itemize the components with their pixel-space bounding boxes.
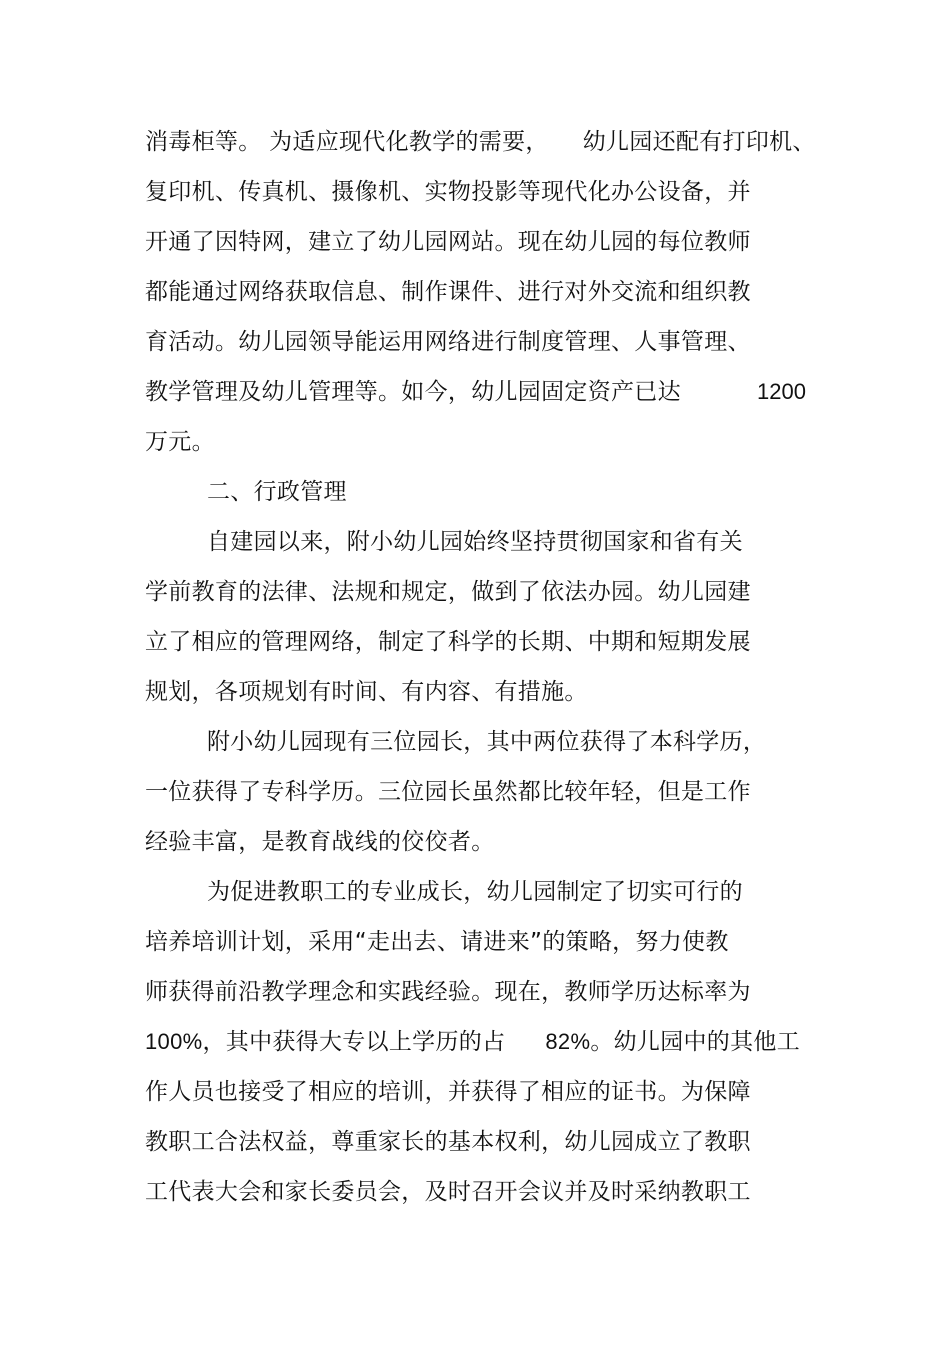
paragraph-line: 复印机、传真机、摄像机、实物投影等现代化办公设备，并	[145, 179, 751, 205]
text-segment: 消毒柜等。 为适应现代化教学的需要，	[145, 129, 549, 155]
paragraph-line: 教学管理及幼儿管理等。如今，幼儿园固定资产已达	[145, 379, 681, 405]
number-value: 1200	[757, 379, 806, 404]
paragraph-line: 自建园以来，附小幼儿园始终坚持贯彻国家和省有关	[207, 529, 743, 555]
paragraph-line: 培养培训计划，采用“走出去、请进来”的策略，努力使教	[145, 929, 729, 955]
number-value: 82%	[545, 1029, 591, 1054]
paragraph-line: 学前教育的法律、法规和规定，做到了依法办园。幼儿园建	[145, 579, 751, 605]
text-segment: ，其中获得大专以上学历的占	[202, 1029, 506, 1055]
paragraph-line: 师获得前沿教学理念和实践经验。现在，教师学历达标率为	[145, 979, 751, 1005]
text-segment: 幼儿园还配有打印机、	[582, 129, 816, 155]
paragraph-line: 规划，各项规划有时间、有内容、有措施。	[145, 679, 588, 705]
paragraph-line: 经验丰富，是教育战线的佼佼者。	[145, 829, 495, 855]
section-heading: 二、行政管理	[207, 479, 347, 505]
paragraph-line	[145, 122, 816, 162]
paragraph-line: 工代表大会和家长委员会，及时召开会议并及时采纳教职工	[145, 1179, 751, 1205]
number-value: 100%	[145, 1029, 203, 1054]
text-segment: 。幼儿园中的其他工	[590, 1029, 801, 1055]
paragraph-line: 附小幼儿园现有三位园长，其中两位获得了本科学历，	[207, 729, 767, 755]
paragraph-line	[145, 1022, 800, 1062]
paragraph-line: 万元。	[145, 429, 215, 455]
paragraph-line: 立了相应的管理网络，制定了科学的长期、中期和短期发展	[145, 629, 751, 655]
paragraph-line: 教职工合法权益，尊重家长的基本权利，幼儿园成立了教职	[145, 1129, 751, 1155]
paragraph-line: 一位获得了专科学历。三位园长虽然都比较年轻，但是工作	[145, 779, 751, 805]
paragraph-line: 开通了因特网，建立了幼儿园网站。现在幼儿园的每位教师	[145, 229, 751, 255]
paragraph-line: 都能通过网络获取信息、制作课件、进行对外交流和组织教	[145, 279, 751, 305]
paragraph-line: 为促进教职工的专业成长，幼儿园制定了切实可行的	[207, 879, 743, 905]
paragraph-line: 育活动。幼儿园领导能运用网络进行制度管理、人事管理、	[145, 329, 751, 355]
paragraph-line: 作人员也接受了相应的培训，并获得了相应的证书。为保障	[145, 1079, 751, 1105]
